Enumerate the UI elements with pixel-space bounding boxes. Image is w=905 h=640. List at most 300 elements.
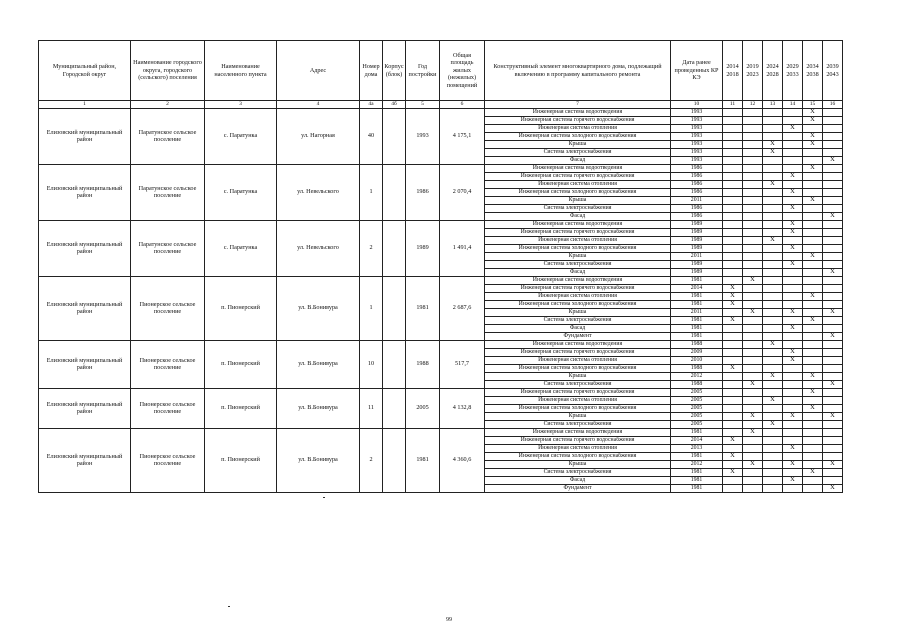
period-mark-cell <box>803 277 823 285</box>
prev-repair-cell: 2009 <box>671 349 723 357</box>
prev-repair-cell: 2011 <box>671 253 723 261</box>
period-mark-cell <box>763 285 783 293</box>
period-mark-cell <box>743 333 763 341</box>
house-number-cell: 40 <box>360 109 383 165</box>
prev-repair-cell: 1993 <box>671 149 723 157</box>
period-mark-cell <box>723 309 743 317</box>
column-number: 15 <box>803 101 823 109</box>
period-mark-cell: X <box>783 413 803 421</box>
column-number: 4а <box>360 101 383 109</box>
period-mark-cell <box>763 325 783 333</box>
prev-repair-cell: 1981 <box>671 333 723 341</box>
period-mark-cell <box>823 325 843 333</box>
period-mark-cell <box>723 485 743 493</box>
element-cell: Инженерная система отопления <box>485 181 671 189</box>
period-mark-cell <box>783 213 803 221</box>
period-mark-cell <box>823 125 843 133</box>
element-cell: Инженерная система водоотведения <box>485 277 671 285</box>
period-mark-cell <box>803 413 823 421</box>
prev-repair-cell: 1981 <box>671 317 723 325</box>
period-mark-cell <box>723 341 743 349</box>
locality-cell: с. Паратунка <box>205 221 277 277</box>
period-mark-cell <box>783 253 803 261</box>
period-mark-cell: X <box>803 141 823 149</box>
column-number: 4б <box>383 101 406 109</box>
element-cell: Система электроснабжения <box>485 381 671 389</box>
period-mark-cell <box>803 429 823 437</box>
street-cell: ул. Нагорная <box>277 109 360 165</box>
period-mark-cell <box>723 461 743 469</box>
element-cell: Инженерная система отопления <box>485 397 671 405</box>
period-mark-cell: X <box>743 277 763 285</box>
period-mark-cell <box>763 333 783 341</box>
period-mark-cell <box>803 173 823 181</box>
period-mark-cell: X <box>823 413 843 421</box>
area-cell: 4 360,6 <box>440 429 485 493</box>
period-mark-cell <box>803 189 823 197</box>
period-mark-cell: X <box>803 293 823 301</box>
period-mark-cell <box>783 149 803 157</box>
period-mark-cell <box>823 469 843 477</box>
period-mark-cell <box>823 317 843 325</box>
period-mark-cell <box>783 405 803 413</box>
settlement-cell: Пионерское сельское поселение <box>131 389 205 429</box>
period-mark-cell: X <box>783 173 803 181</box>
period-mark-cell: X <box>803 253 823 261</box>
element-cell: Крыша <box>485 461 671 469</box>
period-mark-cell <box>743 373 763 381</box>
period-mark-cell <box>723 149 743 157</box>
period-mark-cell <box>723 125 743 133</box>
period-mark-cell <box>783 421 803 429</box>
period-mark-cell: X <box>803 197 823 205</box>
period-mark-cell <box>743 165 763 173</box>
element-cell: Система электроснабжения <box>485 421 671 429</box>
period-mark-cell <box>743 213 763 221</box>
period-mark-cell: X <box>803 165 823 173</box>
element-cell: Инженерная система холодного водоснабжения <box>485 301 671 309</box>
period-mark-cell <box>823 357 843 365</box>
header-locality: Наименование населенного пункта <box>205 41 277 101</box>
period-mark-cell <box>823 285 843 293</box>
column-number: 7 <box>485 101 671 109</box>
period-mark-cell <box>743 477 763 485</box>
period-mark-cell <box>763 269 783 277</box>
header-address: Адрес <box>277 41 360 101</box>
period-mark-cell <box>783 397 803 405</box>
column-number: 6 <box>440 101 485 109</box>
period-mark-cell: X <box>783 229 803 237</box>
header-area: Общая площадь жилых (нежилых) помещений <box>440 41 485 101</box>
period-mark-cell: X <box>823 309 843 317</box>
period-mark-cell: X <box>723 301 743 309</box>
period-mark-cell <box>743 469 763 477</box>
period-mark-cell <box>723 197 743 205</box>
period-mark-cell <box>783 133 803 141</box>
period-mark-cell <box>823 253 843 261</box>
element-cell: Инженерная система холодного водоснабжения <box>485 405 671 413</box>
prev-repair-cell: 2005 <box>671 413 723 421</box>
district-cell: Елизовский муниципальный район <box>39 109 131 165</box>
prev-repair-cell: 1993 <box>671 157 723 165</box>
element-cell: Инженерная система отопления <box>485 445 671 453</box>
area-cell: 2 687,6 <box>440 277 485 341</box>
period-mark-cell <box>763 261 783 269</box>
period-mark-cell <box>803 397 823 405</box>
element-cell: Крыша <box>485 197 671 205</box>
prev-repair-cell: 2012 <box>671 461 723 469</box>
period-mark-cell <box>823 301 843 309</box>
period-mark-cell: X <box>803 405 823 413</box>
element-cell: Крыша <box>485 413 671 421</box>
period-mark-cell: X <box>763 181 783 189</box>
header-period: 2014 2018 <box>723 41 743 101</box>
build-year-cell: 2005 <box>406 389 440 429</box>
period-mark-cell <box>803 485 823 493</box>
period-mark-cell <box>743 117 763 125</box>
prev-repair-cell: 2012 <box>671 373 723 381</box>
element-cell: Система электроснабжения <box>485 317 671 325</box>
period-mark-cell <box>763 125 783 133</box>
period-mark-cell <box>803 349 823 357</box>
period-mark-cell <box>803 237 823 245</box>
house-number-cell: 2 <box>360 221 383 277</box>
period-mark-cell <box>723 165 743 173</box>
column-number: 2 <box>131 101 205 109</box>
period-mark-cell <box>823 181 843 189</box>
period-mark-cell <box>803 437 823 445</box>
period-mark-cell <box>723 205 743 213</box>
period-mark-cell: X <box>743 461 763 469</box>
prev-repair-cell: 1988 <box>671 381 723 389</box>
period-mark-cell <box>803 285 823 293</box>
element-cell: Инженерная система холодного водоснабжения <box>485 453 671 461</box>
period-mark-cell: X <box>723 317 743 325</box>
period-mark-cell: X <box>823 213 843 221</box>
period-mark-cell <box>743 157 763 165</box>
period-mark-cell <box>743 293 763 301</box>
period-mark-cell <box>803 213 823 221</box>
element-cell: Инженерная система горячего водоснабжения <box>485 437 671 445</box>
period-mark-cell <box>723 477 743 485</box>
column-number: 3 <box>205 101 277 109</box>
period-mark-cell <box>823 349 843 357</box>
period-mark-cell: X <box>723 293 743 301</box>
period-mark-cell <box>723 181 743 189</box>
period-mark-cell <box>803 341 823 349</box>
period-mark-cell <box>723 253 743 261</box>
period-mark-cell <box>763 117 783 125</box>
period-mark-cell <box>743 125 763 133</box>
period-mark-cell <box>803 205 823 213</box>
period-mark-cell: X <box>783 309 803 317</box>
period-mark-cell <box>723 221 743 229</box>
capital-repair-table <box>38 40 843 493</box>
element-cell: Фундамент <box>485 333 671 341</box>
settlement-cell: Пионерское сельское поселение <box>131 429 205 493</box>
period-mark-cell: X <box>763 373 783 381</box>
period-mark-cell <box>823 341 843 349</box>
element-cell: Система электроснабжения <box>485 205 671 213</box>
block-cell <box>383 109 406 165</box>
period-mark-cell <box>763 477 783 485</box>
table-row <box>39 277 843 285</box>
element-cell: Фасад <box>485 325 671 333</box>
period-mark-cell <box>803 445 823 453</box>
column-number: 5 <box>406 101 440 109</box>
period-mark-cell <box>743 325 763 333</box>
period-mark-cell <box>783 293 803 301</box>
period-mark-cell <box>823 365 843 373</box>
period-mark-cell <box>763 349 783 357</box>
prev-repair-cell: 2010 <box>671 357 723 365</box>
period-mark-cell: X <box>823 157 843 165</box>
header-period: 2039 2043 <box>823 41 843 101</box>
period-mark-cell <box>823 221 843 229</box>
period-mark-cell: X <box>743 413 763 421</box>
prev-repair-cell: 2005 <box>671 397 723 405</box>
prev-repair-cell: 1989 <box>671 261 723 269</box>
prev-repair-cell: 2014 <box>671 437 723 445</box>
table-body <box>39 109 843 493</box>
period-mark-cell <box>783 437 803 445</box>
period-mark-cell <box>743 181 763 189</box>
period-mark-cell <box>783 117 803 125</box>
build-year-cell: 1989 <box>406 221 440 277</box>
period-mark-cell <box>723 389 743 397</box>
header-house-number: Номер дома <box>360 41 383 101</box>
prev-repair-cell: 1993 <box>671 109 723 117</box>
period-mark-cell <box>803 245 823 253</box>
header-settlement: Наименование городского округа, городского (сельского) поселения <box>131 41 205 101</box>
period-mark-cell <box>763 429 783 437</box>
period-mark-cell <box>823 117 843 125</box>
period-mark-cell <box>823 261 843 269</box>
period-mark-cell <box>763 389 783 397</box>
period-mark-cell: X <box>803 469 823 477</box>
prev-repair-cell: 2005 <box>671 389 723 397</box>
table-row <box>39 221 843 229</box>
column-number: 16 <box>823 101 843 109</box>
header-period: 2029 2033 <box>783 41 803 101</box>
period-mark-cell <box>803 453 823 461</box>
period-mark-cell <box>823 141 843 149</box>
period-mark-cell <box>723 237 743 245</box>
period-mark-cell: X <box>803 109 823 117</box>
locality-cell: п. Пионерский <box>205 389 277 429</box>
period-mark-cell <box>823 477 843 485</box>
period-mark-cell <box>763 205 783 213</box>
locality-cell: п. Пионерский <box>205 429 277 493</box>
period-mark-cell <box>823 173 843 181</box>
period-mark-cell: X <box>743 381 763 389</box>
period-mark-cell <box>743 173 763 181</box>
column-number: 12 <box>743 101 763 109</box>
prev-repair-cell: 1989 <box>671 245 723 253</box>
prev-repair-cell: 1981 <box>671 325 723 333</box>
period-mark-cell <box>743 389 763 397</box>
period-mark-cell <box>803 325 823 333</box>
period-mark-cell: X <box>783 357 803 365</box>
block-cell <box>383 341 406 389</box>
prev-repair-cell: 1981 <box>671 469 723 477</box>
prev-repair-cell: 1988 <box>671 365 723 373</box>
period-mark-cell <box>823 165 843 173</box>
settlement-cell: Паратунское сельское поселение <box>131 221 205 277</box>
column-number-row <box>39 101 843 109</box>
block-cell <box>383 165 406 221</box>
period-mark-cell <box>743 141 763 149</box>
period-mark-cell <box>723 109 743 117</box>
prev-repair-cell: 2014 <box>671 285 723 293</box>
period-mark-cell: X <box>823 381 843 389</box>
period-mark-cell <box>783 157 803 165</box>
period-mark-cell <box>803 181 823 189</box>
period-mark-cell <box>723 141 743 149</box>
period-mark-cell: X <box>783 477 803 485</box>
period-mark-cell <box>723 261 743 269</box>
period-mark-cell <box>723 421 743 429</box>
column-number: 11 <box>723 101 743 109</box>
element-cell: Фасад <box>485 477 671 485</box>
prev-repair-cell: 1986 <box>671 181 723 189</box>
period-mark-cell <box>723 397 743 405</box>
period-mark-cell <box>763 309 783 317</box>
period-mark-cell <box>763 229 783 237</box>
period-mark-cell <box>723 173 743 181</box>
period-mark-cell <box>743 437 763 445</box>
element-cell: Инженерная система отопления <box>485 125 671 133</box>
period-mark-cell <box>763 485 783 493</box>
period-mark-cell <box>743 189 763 197</box>
block-cell <box>383 277 406 341</box>
period-mark-cell: X <box>763 237 783 245</box>
prev-repair-cell: 1993 <box>671 141 723 149</box>
street-cell: ул. В.Бонивура <box>277 389 360 429</box>
district-cell: Елизовский муниципальный район <box>39 341 131 389</box>
period-mark-cell <box>763 461 783 469</box>
period-mark-cell <box>783 453 803 461</box>
period-mark-cell: X <box>723 365 743 373</box>
prev-repair-cell: 1981 <box>671 477 723 485</box>
prev-repair-cell: 1981 <box>671 293 723 301</box>
settlement-cell: Паратунское сельское поселение <box>131 109 205 165</box>
period-mark-cell <box>763 189 783 197</box>
period-mark-cell <box>723 245 743 253</box>
period-mark-cell <box>743 133 763 141</box>
column-number: 1 <box>39 101 131 109</box>
locality-cell: с. Паратунка <box>205 165 277 221</box>
period-mark-cell: X <box>803 373 823 381</box>
area-cell: 4 132,8 <box>440 389 485 429</box>
prev-repair-cell: 2011 <box>671 309 723 317</box>
settlement-cell: Пионерское сельское поселение <box>131 341 205 389</box>
period-mark-cell <box>743 229 763 237</box>
period-mark-cell <box>763 253 783 261</box>
street-cell: ул. В.Бонивура <box>277 277 360 341</box>
period-mark-cell <box>783 237 803 245</box>
period-mark-cell <box>723 405 743 413</box>
period-mark-cell <box>783 389 803 397</box>
period-mark-cell <box>743 285 763 293</box>
house-number-cell: 1 <box>360 277 383 341</box>
period-mark-cell <box>723 189 743 197</box>
period-mark-cell <box>743 365 763 373</box>
header-period: 2019 2023 <box>743 41 763 101</box>
build-year-cell: 1986 <box>406 165 440 221</box>
scan-speck <box>228 606 230 607</box>
period-mark-cell <box>783 485 803 493</box>
build-year-cell: 1981 <box>406 429 440 493</box>
period-mark-cell: X <box>783 261 803 269</box>
period-mark-cell <box>783 373 803 381</box>
build-year-cell: 1981 <box>406 277 440 341</box>
element-cell: Инженерная система водоотведения <box>485 341 671 349</box>
period-mark-cell <box>723 229 743 237</box>
period-mark-cell <box>803 333 823 341</box>
period-mark-cell <box>823 453 843 461</box>
period-mark-cell: X <box>763 149 783 157</box>
period-mark-cell <box>743 205 763 213</box>
prev-repair-cell: 1988 <box>671 341 723 349</box>
prev-repair-cell: 1986 <box>671 189 723 197</box>
prev-repair-cell: 1986 <box>671 173 723 181</box>
period-mark-cell <box>823 277 843 285</box>
period-mark-cell <box>743 349 763 357</box>
period-mark-cell: X <box>823 461 843 469</box>
period-mark-cell: X <box>803 117 823 125</box>
header-period: 2024 2028 <box>763 41 783 101</box>
scan-speck <box>323 497 325 498</box>
table-row <box>39 165 843 173</box>
period-mark-cell <box>743 317 763 325</box>
period-mark-cell <box>723 277 743 285</box>
element-cell: Крыша <box>485 373 671 381</box>
prev-repair-cell: 2005 <box>671 405 723 413</box>
period-mark-cell: X <box>723 453 743 461</box>
period-mark-cell <box>763 437 783 445</box>
period-mark-cell <box>823 397 843 405</box>
period-mark-cell: X <box>823 485 843 493</box>
period-mark-cell <box>803 261 823 269</box>
element-cell: Инженерная система водоотведения <box>485 165 671 173</box>
period-mark-cell <box>743 421 763 429</box>
period-mark-cell: X <box>783 245 803 253</box>
period-mark-cell: X <box>783 205 803 213</box>
element-cell: Инженерная система горячего водоснабжения <box>485 389 671 397</box>
element-cell: Фасад <box>485 157 671 165</box>
table-row <box>39 109 843 117</box>
header-block: Корпус (блок) <box>383 41 406 101</box>
period-mark-cell <box>763 277 783 285</box>
period-mark-cell: X <box>763 397 783 405</box>
element-cell: Инженерная система отопления <box>485 237 671 245</box>
prev-repair-cell: 1986 <box>671 205 723 213</box>
period-mark-cell: X <box>803 133 823 141</box>
period-mark-cell <box>743 261 763 269</box>
period-mark-cell <box>823 109 843 117</box>
element-cell: Крыша <box>485 253 671 261</box>
area-cell: 1 491,4 <box>440 221 485 277</box>
period-mark-cell <box>723 333 743 341</box>
period-mark-cell <box>803 157 823 165</box>
period-mark-cell: X <box>783 125 803 133</box>
period-mark-cell: X <box>803 317 823 325</box>
period-mark-cell: X <box>783 349 803 357</box>
element-cell: Фасад <box>485 269 671 277</box>
column-number: 13 <box>763 101 783 109</box>
period-mark-cell <box>823 197 843 205</box>
